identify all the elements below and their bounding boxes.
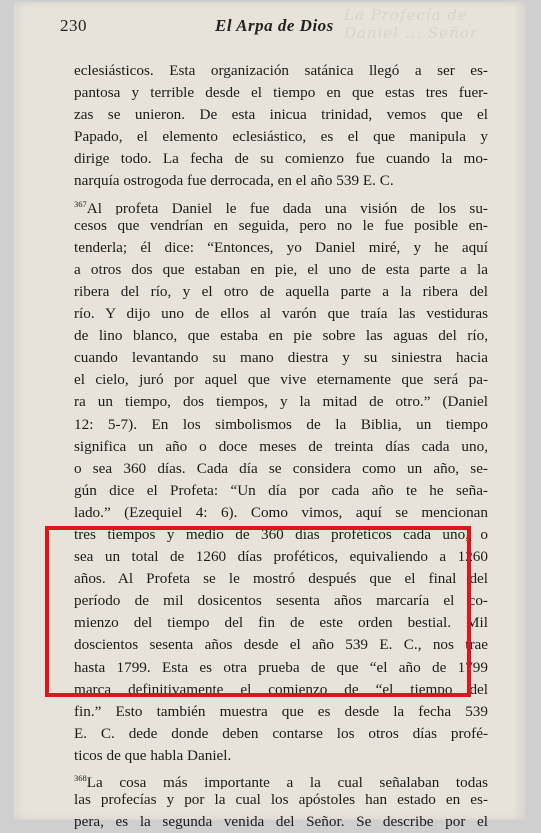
text-line: [74, 767, 488, 789]
line-text: 12: 5-7). En los simbolismos de la Biblia, un tiempo: [74, 415, 488, 433]
line-text: el cielo, juró por aquel que vive eternamente que será pa-: [74, 371, 488, 389]
text-line: [74, 325, 488, 347]
line-text: Al profeta Daniel le fue dada una visión de los su-: [86, 199, 488, 215]
line-text: las profecías y por la cual los apóstoles han estado en es-: [74, 791, 488, 809]
line-text: de lino blanco, que estaba en pie sobre las aguas del río,: [74, 327, 488, 345]
line-text: tenderla; él dice: “Entonces, yo Daniel miré, y he aquí: [74, 238, 488, 256]
book-page: [14, 2, 525, 831]
text-line: [74, 701, 488, 723]
text-line: [74, 104, 488, 126]
text-line: [74, 414, 488, 436]
line-text: a otros dos que estaban en pie, el uno de esta parte a la: [74, 260, 488, 278]
line-text: doscientos sesenta años desde el año 539 E. C., nos trae: [74, 636, 488, 654]
text-line: [74, 811, 488, 833]
line-text: fin.” Esto también muestra que es desde la fecha 539: [74, 702, 488, 720]
text-line: [74, 237, 488, 259]
line-text: Papado, el elemento eclesiástico, es el que manipula y: [74, 128, 488, 146]
line-text: E. C. dede donde deben contarse los otros días profé-: [74, 724, 488, 742]
text-line: [74, 369, 488, 391]
running-title: El Arpa de Dios: [215, 16, 334, 35]
line-text: zas se unieron. De esta inicua trinidad, vemos que el: [74, 106, 488, 124]
line-text: hasta 1799. Esta es otra prueba de que “el año de 1799: [74, 658, 488, 676]
text-line: [74, 723, 488, 745]
line-text: pantosa y terrible desde el tiempo en que estas tres fuer-: [74, 84, 488, 102]
line-text: gún dice el Profeta: “Un día por cada año te he seña-: [74, 481, 488, 499]
text-line: [74, 347, 488, 369]
line-text: eclesiásticos. Esta organización satánica llegó a ser es-: [74, 62, 488, 79]
line-text: ticos de que habla Daniel.: [74, 746, 232, 764]
body-text: [74, 60, 488, 833]
line-text: ribera del río, y el otro de aquella parte a la ribera del: [74, 282, 488, 300]
page-header: [60, 16, 490, 38]
line-text: marca definitivamente el comienzo de “el tiempo del: [74, 680, 488, 698]
text-line: [74, 745, 488, 767]
text-line: [74, 502, 488, 524]
text-line: [74, 193, 488, 215]
line-text: mienzo del tiempo del fin de este orden bestial. Mil: [74, 614, 488, 632]
line-text: ra un tiempo, dos tiempos, y la mitad de otro.” (Daniel: [74, 393, 488, 411]
line-text: La cosa más importante a la cual señalaban todas: [86, 774, 488, 790]
text-line: [74, 148, 488, 170]
text-line: [74, 170, 488, 192]
paragraph-number: 368: [74, 773, 87, 783]
text-line: [74, 215, 488, 237]
line-text: dirige todo. La fecha de su comienzo fue cuando la mo-: [74, 150, 488, 168]
text-line: [74, 60, 488, 82]
text-line: [74, 458, 488, 480]
line-text: lado.” (Ezequiel 4: 6). Como vimos, aquí se mencionan: [74, 503, 488, 521]
line-text: narquía ostrogoda fue derrocada, en el año 539 E. C.: [74, 172, 394, 190]
highlight-rectangle: [45, 526, 471, 697]
line-text: años. Al Profeta se le mostró después que el final del: [74, 570, 488, 588]
line-text: río. Y dijo uno de ellos al varón que traía las vestiduras: [74, 305, 488, 323]
line-text: cuando levantando su mano diestra y su siniestra hacia: [74, 349, 488, 367]
text-line: [74, 259, 488, 281]
paragraph-number: 367: [74, 198, 87, 209]
text-line: [74, 789, 488, 811]
bleed-through-text: La Profecía de Daniel ... Señor: [344, 6, 478, 42]
text-line: [74, 391, 488, 413]
line-text: sea un total de 1260 días proféticos, equivaliendo a 1260: [74, 548, 488, 566]
line-text: pera, es la segunda venida del Señor. Se describe por el: [74, 813, 488, 831]
text-line: [74, 281, 488, 303]
line-text: cesos que vendrían en seguida, pero no le fue posible en-: [74, 216, 488, 234]
line-text: significa un año o doce meses de treinta días cada uno,: [74, 437, 488, 455]
text-line: [74, 480, 488, 502]
line-text: período de mil dosicentos sesenta años marcaría el co-: [74, 592, 488, 610]
line-text: o sea 360 días. Cada día se considera como un año, se-: [74, 459, 488, 477]
text-line: [74, 436, 488, 458]
text-line: [74, 303, 488, 325]
text-line: [74, 82, 488, 104]
page-number: 230: [60, 16, 87, 35]
line-text: tres tiempos y medio de 360 días proféticos cada uno, o: [74, 525, 488, 543]
text-line: [74, 126, 488, 148]
